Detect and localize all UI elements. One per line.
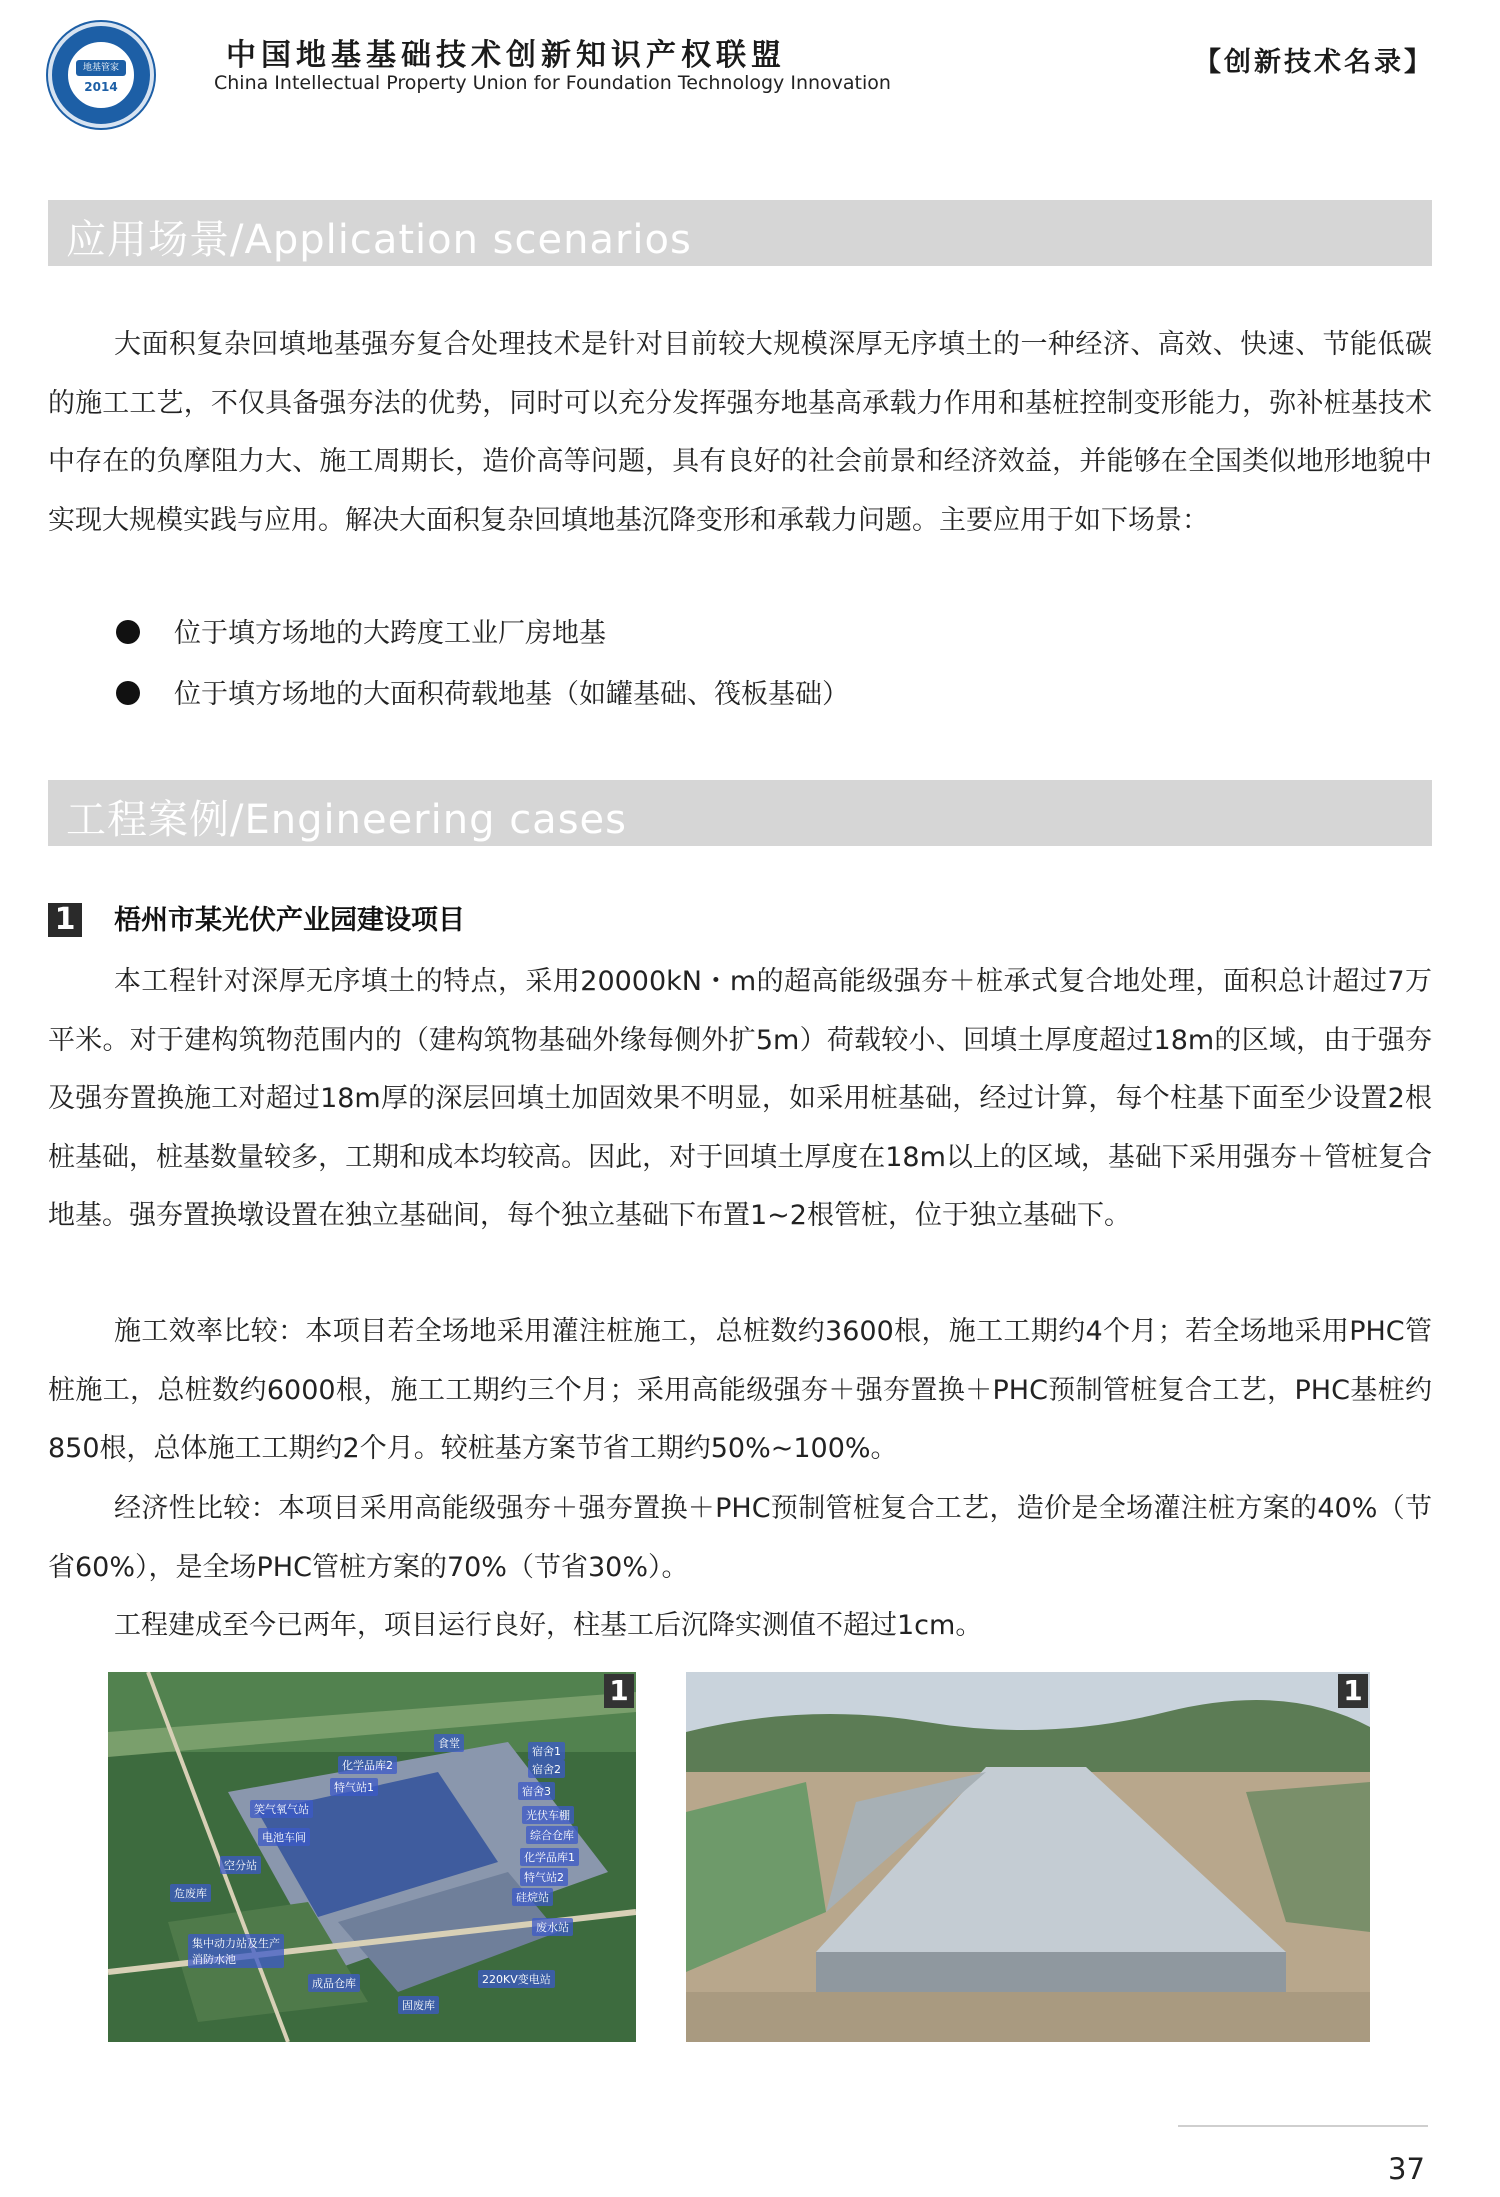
alliance-logo (48, 22, 154, 128)
map-label: 220KV变电站 (478, 1970, 555, 1988)
map-label: 化学品库1 (520, 1848, 579, 1866)
map-label: 空分站 (220, 1856, 261, 1874)
case-paragraph: 经济性比较：本项目采用高能级强夯＋强夯置换＋PHC预制管桩复合工艺，造价是全场灌注桩方案的40%（节省60%），是全场PHC管桩方案的70%（节省30%）。 (48, 1493, 1432, 1583)
map-label: 宿舍2 (528, 1760, 565, 1778)
case-paragraph: 本工程针对深厚无序填土的特点，采用20000kN・m的超高能级强夯＋桩承式复合地处理，面积总计超过7万平米。对于建构筑物范围内的（建构筑物基础外缘每侧外扩5m）荷载较小、回填土厚度超过18m的区域，由于强夯及强夯置换施工对超过18m厚的深层回填土加固效果不明显，如采用桩基础，经过计算，每个柱基下面至少设置2根桩基础，桩基数量较多，工期和成本均较高。因此，对于回填土厚度在18m以上的区域，基础下采用强夯＋管桩复合地基。强夯置换墩设置在独立基础间，每个独立基础下布置1~2根管桩，位于独立基础下。 (48, 966, 1432, 1231)
map-label: 化学品库2 (338, 1756, 397, 1774)
map-label: 危废库 (170, 1884, 211, 1902)
map-label: 特气站1 (330, 1778, 378, 1796)
catalog-tag: 【创新技术名录】 (1194, 47, 1434, 78)
org-name-en: China Intellectual Property Union for Foundation Technology Innovation (214, 72, 891, 94)
application-intro: 大面积复杂回填地基强夯复合处理技术是针对目前较大规模深厚无序填土的一种经济、高效、快速、节能低碳的施工工艺，不仅具备强夯法的优势，同时可以充分发挥强夯地基高承载力作用和基桩控制变形能力，弥补桩基技术中存在的负摩阻力大、施工周期长，造价高等问题，具有良好的社会前景和经济效益，并能够在全国类似地形地貌中实现大规模实践与应用。解决大面积复杂回填地基沉降变形和承载力问题。主要应用于如下场景： (48, 329, 1432, 536)
case-title: 梧州市某光伏产业园建设项目 (114, 905, 465, 936)
aerial-photo-illustration (686, 1672, 1370, 2042)
map-label: 废水站 (532, 1918, 573, 1936)
map-label: 宿舍3 (518, 1782, 555, 1800)
map-label: 笑气氧气站 (250, 1800, 313, 1818)
bullet-dot-icon (116, 620, 140, 644)
page-header (0, 0, 1500, 120)
photo-number-badge: 1 (1338, 1674, 1368, 1708)
bullet-item (116, 616, 606, 652)
logo-badge-text: 地基管家 (76, 60, 126, 76)
footer-divider (1178, 2125, 1428, 2127)
section-heading-cases (48, 780, 1432, 846)
bullet-item (116, 677, 849, 713)
section-heading-application (48, 200, 1432, 266)
case-paragraph: 施工效率比较：本项目若全场地采用灌注桩施工，总桩数约3600根，施工工期约4个月；若全场地采用PHC管桩施工，总桩数约6000根，施工工期约三个月；采用高能级强夯＋强夯置换＋PHC预制管桩复合工艺，PHC基桩约850根，总体施工工期约2个月。较桩基方案节省工期约50%~100%。 (48, 1316, 1432, 1464)
map-label: 宿舍1 (528, 1742, 565, 1760)
logo-emblem (66, 40, 136, 110)
bullet-text: 位于填方场地的大面积荷载地基（如罐基础、筏板基础） (174, 679, 849, 710)
map-label: 特气站2 (520, 1868, 568, 1886)
map-label: 固废库 (398, 1996, 439, 2014)
section-heading-text: 应用场景/Application scenarios (66, 217, 692, 263)
org-name-cn: 中国地基基础技术创新知识产权联盟 (226, 38, 786, 73)
bullet-dot-icon (116, 681, 140, 705)
map-label: 光伏车棚 (522, 1806, 574, 1824)
site-plan-image (108, 1672, 636, 2042)
photo-number-badge: 1 (604, 1674, 634, 1708)
section-heading-text: 工程案例/Engineering cases (66, 797, 627, 843)
map-label: 电池车间 (258, 1828, 310, 1846)
page-number: 37 (1388, 2152, 1425, 2186)
map-label: 综合仓库 (526, 1826, 578, 1844)
case-number-badge: 1 (48, 903, 82, 937)
logo-year: 2014 (84, 80, 118, 94)
aerial-factory-photo (686, 1672, 1370, 2042)
map-label: 硅烷站 (512, 1888, 553, 1906)
map-label: 成品仓库 (308, 1974, 360, 1992)
case-paragraph: 工程建成至今已两年，项目运行良好，柱基工后沉降实测值不超过1cm。 (114, 1610, 983, 1641)
map-label: 集中动力站及生产消防水池 (188, 1934, 284, 1968)
bullet-text: 位于填方场地的大跨度工业厂房地基 (174, 618, 606, 649)
map-label: 食堂 (434, 1734, 464, 1752)
